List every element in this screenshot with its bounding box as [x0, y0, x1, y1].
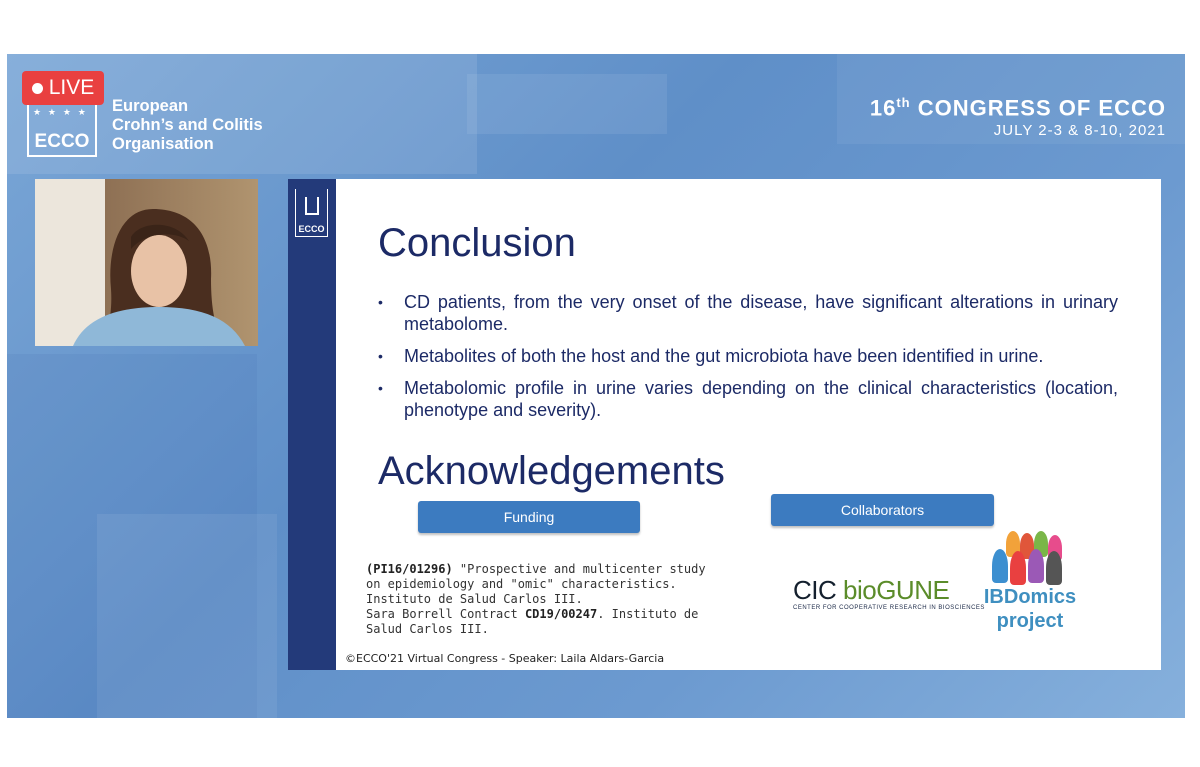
stars-icon: ★ ★ ★ ★ [33, 108, 88, 118]
cic-biogune-logo [793, 575, 985, 611]
live-badge [22, 71, 104, 105]
ibd-line: IBDomics [983, 586, 1077, 608]
org-line: European [112, 97, 189, 115]
grant-code: (PI16/01296) [366, 562, 453, 576]
mini-logo-text: ECCO [298, 224, 325, 234]
org-line: Organisation [112, 135, 214, 153]
ecco-mini-logo [295, 189, 328, 237]
acknowledgements-title: Acknowledgements [378, 449, 725, 493]
conclusion-bullet: • Metabolomic profile in urine varies depending on the clinical characteristics (location, phenotype and severity). [376, 377, 1118, 421]
congress-name: CONGRESS OF ECCO [917, 95, 1166, 121]
ibdomics-logo [970, 585, 1090, 633]
slide-footer [345, 652, 664, 665]
conclusion-bullet: • Metabolites of both the host and the gut microbiota have been identified in urine. [376, 345, 1118, 367]
conclusion-list [376, 291, 1118, 431]
footer-prefix: ©ECCO'21 Virtual Congress - Speaker: [345, 652, 561, 665]
org-line: Crohn’s and Colitis [112, 116, 263, 134]
ecco-logo-text: ECCO [34, 131, 90, 152]
cic-text: CIC [793, 575, 843, 605]
congress-heading [870, 95, 1166, 139]
biogune-text: bioGUNE [843, 575, 950, 605]
ecco-logo [27, 100, 97, 157]
cic-subtitle: CENTER FOR COOPERATIVE RESEARCH IN BIOSCIENCES [793, 605, 985, 611]
speaker-video[interactable] [35, 179, 258, 346]
congress-title [870, 95, 1166, 121]
contract-prefix: Sara Borrell Contract [366, 607, 525, 621]
contract-suffix: . Instituto de Salud Carlos III. [366, 607, 699, 636]
funding-label: Funding [418, 501, 640, 533]
record-dot-icon [32, 83, 43, 94]
congress-number: 16 [869, 95, 897, 121]
grant-info [366, 562, 706, 637]
ibd-line: project [996, 610, 1064, 632]
speaker-name: Laila Aldars-Garcia [560, 652, 665, 665]
background-panel [97, 514, 277, 718]
conclusion-title: Conclusion [378, 221, 576, 265]
ecco-emblem-icon [305, 197, 319, 215]
congress-dates: JULY 2-3 & 8-10, 2021 [993, 122, 1166, 140]
grant-text: "Prospective and multicenter study on epidemiology and "omic" characteristics. Instituto de Salud Carlos III. [366, 562, 706, 606]
congress-ordinal: th [896, 95, 911, 110]
speaker-figure [35, 179, 258, 346]
organisation-name [112, 97, 263, 154]
people-group-icon [988, 531, 1072, 587]
collaborators-label: Collaborators [771, 494, 994, 526]
slide-side-bar [288, 179, 336, 670]
live-label: LIVE [48, 76, 95, 99]
presentation-slide [288, 179, 1161, 670]
conclusion-bullet: • CD patients, from the very onset of the disease, have significant alterations in urinary metabolome. [376, 291, 1118, 335]
background-panel [467, 74, 667, 134]
contract-code: CD19/00247 [524, 607, 598, 621]
